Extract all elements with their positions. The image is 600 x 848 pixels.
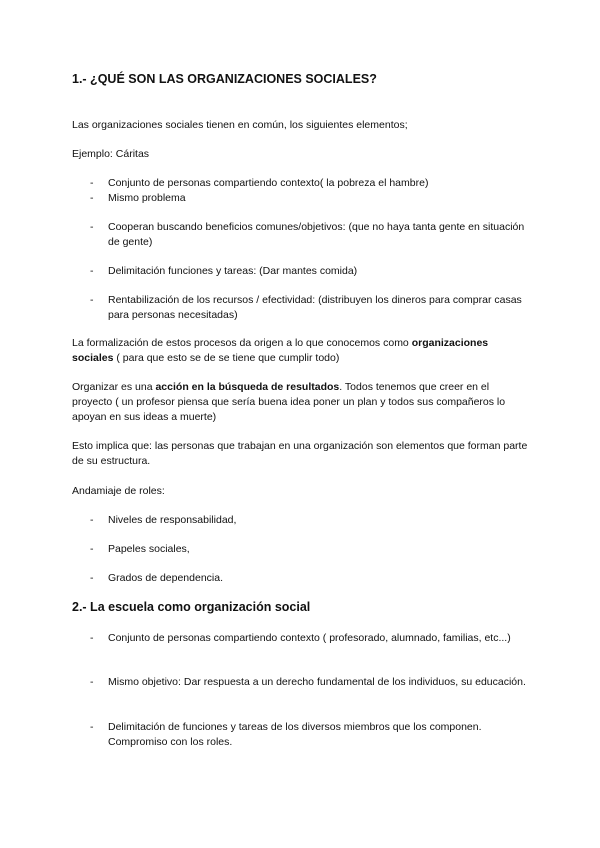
bullet-dash: -	[90, 514, 94, 526]
bullet-dash: -	[90, 721, 94, 733]
list-item	[90, 176, 538, 191]
bullet-dash: -	[90, 294, 94, 306]
list-item-text: Delimitación de funciones y tareas de los diversos miembros que los componen. Compromiso con los roles.	[108, 721, 482, 748]
list-item	[90, 264, 538, 279]
para2-text-end: . Todos tenemos que creer en el proyecto ( un profesor piensa que sería buena idea poner un plan y todos sus compañeros lo apoyan en sus ideas a muerte)	[72, 381, 506, 423]
list-item-text: Mismo problema	[108, 192, 186, 204]
para1-text: La formalización de estos procesos da origen a lo que conocemos como	[72, 337, 412, 349]
para1-bold: organizaciones sociales	[72, 337, 489, 364]
bullet-dash: -	[90, 221, 94, 233]
bullet-dash: -	[90, 543, 94, 555]
list-item-text: Niveles de responsabilidad,	[108, 514, 237, 526]
paragraph-formalizacion	[72, 336, 532, 366]
para1-text-end: ( para que esto se de se tiene que cumplir todo)	[113, 352, 340, 364]
bullet-dash: -	[90, 676, 94, 688]
section2-title: 2.- La escuela como organización social	[72, 600, 311, 614]
bullet-dash: -	[90, 572, 94, 584]
list-item	[90, 191, 538, 206]
para2-text: Organizar es una	[72, 381, 156, 393]
list-item	[90, 293, 538, 323]
list-item	[90, 513, 538, 528]
list-item-text: Rentabilización de los recursos / efectividad: (distribuyen los dineros para comprar casas para personas necesitadas)	[108, 294, 522, 321]
paragraph-implica: Esto implica que: las personas que trabajan en una organización son elementos que forman parte de su estructura.	[72, 440, 528, 467]
list-item	[90, 675, 538, 690]
list-item	[90, 720, 538, 750]
roles-label: Andamiaje de roles:	[72, 485, 165, 497]
list-item	[90, 631, 538, 646]
bullet-dash: -	[90, 192, 94, 204]
list-item-text: Mismo objetivo: Dar respuesta a un derecho fundamental de los individuos, su educación.	[108, 676, 526, 688]
list-item-text: Conjunto de personas compartiendo contexto ( profesorado, alumnado, familias, etc...)	[108, 632, 511, 644]
list-item	[90, 542, 538, 557]
bullet-dash: -	[90, 177, 94, 189]
list-item-text: Cooperan buscando beneficios comunes/objetivos: (que no haya tanta gente en situación de gente)	[108, 221, 525, 248]
list-item	[90, 571, 538, 586]
paragraph-organizar	[72, 380, 532, 425]
list-item-text: Grados de dependencia.	[108, 572, 224, 584]
bullet-dash: -	[90, 265, 94, 277]
list-item	[90, 220, 538, 250]
section1-intro: Las organizaciones sociales tienen en común, los siguientes elementos;	[72, 119, 408, 131]
para2-bold: acción en la búsqueda de resultados	[155, 381, 340, 393]
section1-title: 1.- ¿QUÉ SON LAS ORGANIZACIONES SOCIALES?	[72, 72, 377, 86]
bullet-dash: -	[90, 632, 94, 644]
list-item-text: Papeles sociales,	[108, 543, 190, 555]
list-item-text: Delimitación funciones y tareas: (Dar mantes comida)	[108, 265, 358, 277]
list-item-text: Conjunto de personas compartiendo contexto( la pobreza el hambre)	[108, 177, 429, 189]
section1-example: Ejemplo: Cáritas	[72, 148, 150, 160]
